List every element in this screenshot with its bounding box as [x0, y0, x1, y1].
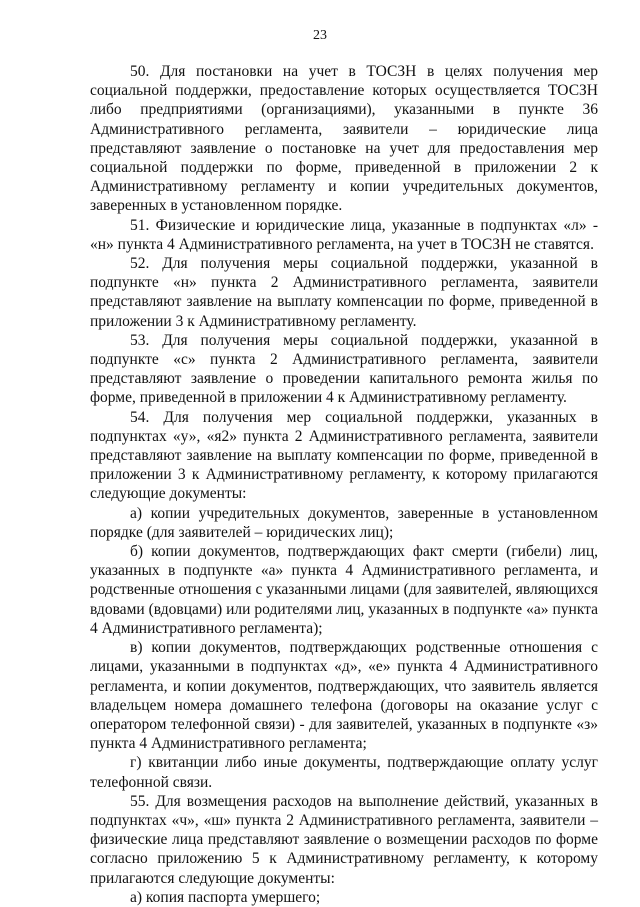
subitem-55-a: а) копия паспорта умершего;: [130, 888, 321, 906]
paragraph-50: 50. Для постановки на учет в ТОСЗН в целях получения мер социальной поддержки, предоставление которых осуществляется ТОСЗН либо предприятиями (организациями), указанными в пункте 36 Административного регламента, заявители – юридические лица представляют заявление о постановке на учет для предоставления мер социальной поддержки по форме, приведенной в приложении 2 к Административному регламенту и копии учредительных документов, заверенных в установленном порядке.: [90, 63, 598, 215]
paragraph-54: 54. Для получения мер социальной поддержки, указанных в подпунктах «у», «я2» пункта 2 Административного регламента, заявители представляют заявление на выплату компенсации по форме, приведенной в приложении 3 к Административному регламенту, к которому прилагаются следующие документы:: [90, 408, 598, 503]
paragraph-55: 55. Для возмещения расходов на выполнение действий, указанных в подпунктах «ч», «ш» пункта 2 Административного регламента, заявители – физические лица представляют заявление о возмещении расходов по форме согласно приложению 5 к Административному регламенту, к которому прилагаются следующие документы:: [90, 792, 598, 887]
subitem-54-a: а) копии учредительных документов, заверенные в установленном порядке (для заявителей – юридических лиц);: [90, 504, 598, 541]
subitem-54-b: б) копии документов, подтверждающих факт смерти (гибели) лиц, указанных в подпункте «а» пункта 4 Административного регламента, и родственные отношения с указанными лицами (для заявителей, являющихся вдовами (вдовцами) или родителями лиц, указанных в подпункте «а» пункта 4 Административного регламента);: [90, 543, 598, 637]
subitem-54-v: в) копии документов, подтверждающих родственные отношения с лицами, указанными в подпунктах «д», «е» пункта 4 Административного регламента, и копии документов, подтверждающих, что заявитель является владельцем номера домашнего телефона (договоры на оказание услуг с оператором телефонной связи) - для заявителей, указанных в подпункте «з» пункта 4 Административного регламента;: [90, 639, 598, 753]
page-number: 23: [313, 28, 327, 43]
paragraph-51: 51. Физические и юридические лица, указанные в подпунктах «л» - «н» пункта 4 Административного регламента, на учет в ТОСЗН не ставятся.: [90, 216, 598, 253]
document-body: [90, 62, 598, 907]
paragraph-52: 52. Для получения меры социальной поддержки, указанной в подпункте «н» пункта 2 Административного регламента, заявители представляют заявление на выплату компенсации по форме, приведенной в приложении 3 к Административному регламенту.: [90, 255, 598, 330]
subitem-54-g: г) квитанции либо иные документы, подтверждающие оплату услуг телефонной связи.: [90, 754, 598, 791]
paragraph-53: 53. Для получения меры социальной поддержки, указанной в подпункте «с» пункта 2 Административного регламента, заявители представляют заявление о проведении капитального ремонта жилья по форме, приведенной в приложении 4 к Административному регламенту.: [90, 331, 598, 407]
